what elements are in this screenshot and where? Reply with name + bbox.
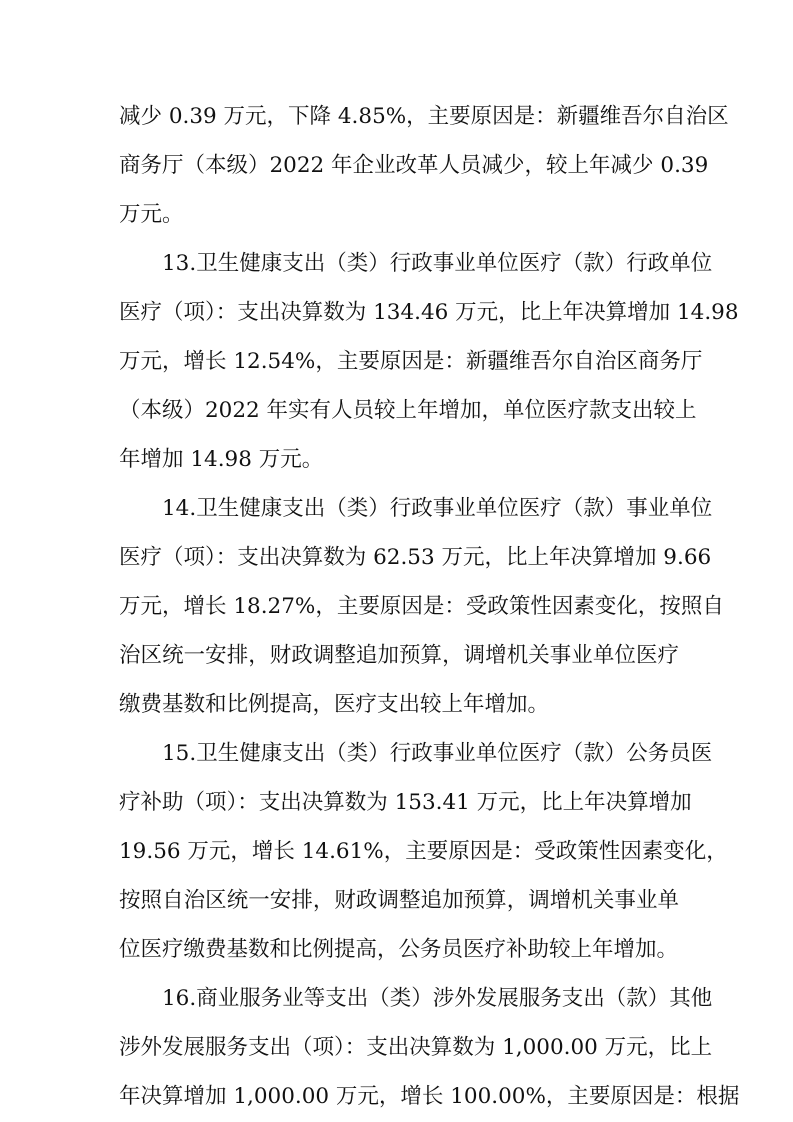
text-line-11: 万元，增长 18.27%，主要原因是：受政策性因素变化，按照自: [119, 594, 724, 619]
text-line-9: 14.卫生健康支出（类）行政事业单位医疗（款）事业单位: [162, 496, 713, 521]
text-line-20: 涉外发展服务支出（项）：支出决算数为 1,000.00 万元，比上: [119, 1035, 713, 1060]
text-line-19: 16.商业服务业等支出（类）涉外发展服务支出（款）其他: [162, 986, 713, 1011]
text-line-17: 按照自治区统一安排，财政调整追加预算，调增机关事业单: [119, 888, 679, 913]
text-line-14: 15.卫生健康支出（类）行政事业单位医疗（款）公务员医: [162, 741, 713, 766]
text-line-7: （本级）2022 年实有人员较上年增加，单位医疗款支出较上: [119, 398, 697, 423]
text-line-16: 19.56 万元，增长 14.61%，主要原因是：受政策性因素变化，: [119, 839, 728, 864]
text-line-4: 13.卫生健康支出（类）行政事业单位医疗（款）行政单位: [162, 251, 713, 276]
text-line-21: 年决算增加 1,000.00 万元，增长 100.00%，主要原因是：根据: [119, 1084, 740, 1109]
text-line-5: 医疗（项）：支出决算数为 134.46 万元，比上年决算增加 14.98: [119, 300, 739, 325]
text-line-18: 位医疗缴费基数和比例提高，公务员医疗补助较上年增加。: [119, 937, 679, 962]
text-line-6: 万元，增长 12.54%，主要原因是：新疆维吾尔自治区商务厅: [119, 349, 703, 374]
text-line-1: 减少 0.39 万元，下降 4.85%，主要原因是：新疆维吾尔自治区: [119, 104, 729, 129]
text-line-3: 万元。: [119, 202, 184, 227]
text-line-13: 缴费基数和比例提高，医疗支出较上年增加。: [119, 692, 550, 717]
text-line-2: 商务厅（本级）2022 年企业改革人员减少，较上年减少 0.39: [119, 153, 709, 178]
text-line-12: 治区统一安排，财政调整追加预算，调增机关事业单位医疗: [119, 643, 679, 668]
text-line-8: 年增加 14.98 万元。: [119, 447, 324, 472]
text-line-15: 疗补助（项）：支出决算数为 153.41 万元，比上年决算增加: [119, 790, 692, 815]
text-line-10: 医疗（项）：支出决算数为 62.53 万元，比上年决算增加 9.66: [119, 545, 712, 570]
